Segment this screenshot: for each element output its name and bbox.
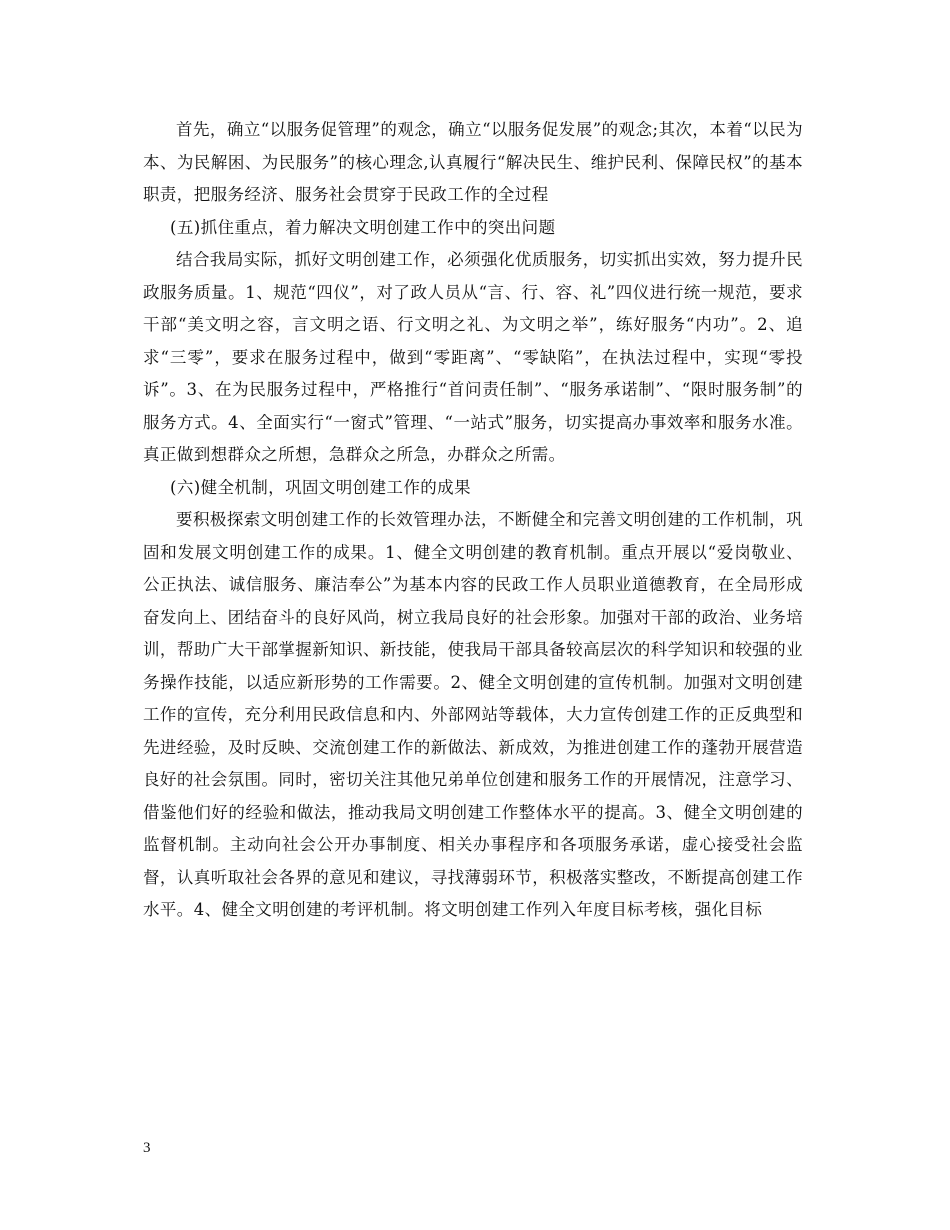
paragraph-mechanisms: 要积极探索文明创建工作的长效管理办法，不断健全和完善文明创建的工作机制，巩固和发展文明创建工作的成果。1、健全文明创建的教育机制。重点开展以“爱岗敬业、公正执法、诚信服务、廉洁奉公”为基本内容的民政工作人员职业道德教育，在全局形成奋发向上、团结奋斗的良好风尚，树立我局良好的社会形象。加强对干部的政治、业务培训，帮助广大干部掌握新知识、新技能，使我局干部具备较高层次的科学知识和较强的业务操作技能，以适应新形势的工作需要。2、健全文明创建的宣传机制。加强对文明创建工作的宣传，充分利用民政信息和内、外部网站等载体，大力宣传创建工作的正反典型和先进经验，及时反映、交流创建工作的新做法、新成效，为推进创建工作的蓬勃开展营造良好的社会氛围。同时，密切关注其他兄弟单位创建和服务工作的开展情况，注意学习、借鉴他们好的经验和做法，推动我局文明创建工作整体水平的提高。3、健全文明创建的监督机制。主动向社会公开办事制度、相关办事程序和各项服务承诺，虚心接受社会监督，认真听取社会各界的意见和建议，寻找薄弱环节，积极落实整改，不断提高创建工作水平。4、健全文明创建的考评机制。将文明创建工作列入年度目标考核，强化目标 — [143, 510, 803, 919]
section-heading-six: (六)健全机制，巩固文明创建工作的成果 — [170, 477, 471, 497]
document-body — [143, 114, 803, 927]
section-heading-five: (五)抓住重点，着力解决文明创建工作中的突出问题 — [170, 217, 556, 237]
paragraph-quality-service: 结合我局实际，抓好文明创建工作，必须强化优质服务，切实抓出实效，努力提升民政服务质量。1、规范“四仪”，对了政人员从“言、行、容、礼”四仪进行统一规范，要求干部“美文明之容，言文明之语、行文明之礼、为文明之举”，练好服务“内功”。2、追求“三零”，要求在服务过程中，做到“零距离”、“零缺陷”，在执法过程中，实现“零投诉”。3、在为民服务过程中，严格推行“首问责任制”、“服务承诺制”、“限时服务制”的服务方式。4、全面实行“一窗式”管理、“一站式”服务，切实提高办事效率和服务水准。真正做到想群众之所想，急群众之所急，办群众之所需。 — [143, 250, 803, 464]
paragraph-service-concept: 首先，确立“以服务促管理”的观念，确立“以服务促发展”的观念;其次，本着“以民为本、为民解困、为民服务”的核心理念,认真履行“解决民生、维护民利、保障民权”的基本职责，把服务经济、服务社会贯穿于民政工作的全过程 — [143, 120, 803, 204]
page-number: 3 — [143, 1140, 151, 1156]
